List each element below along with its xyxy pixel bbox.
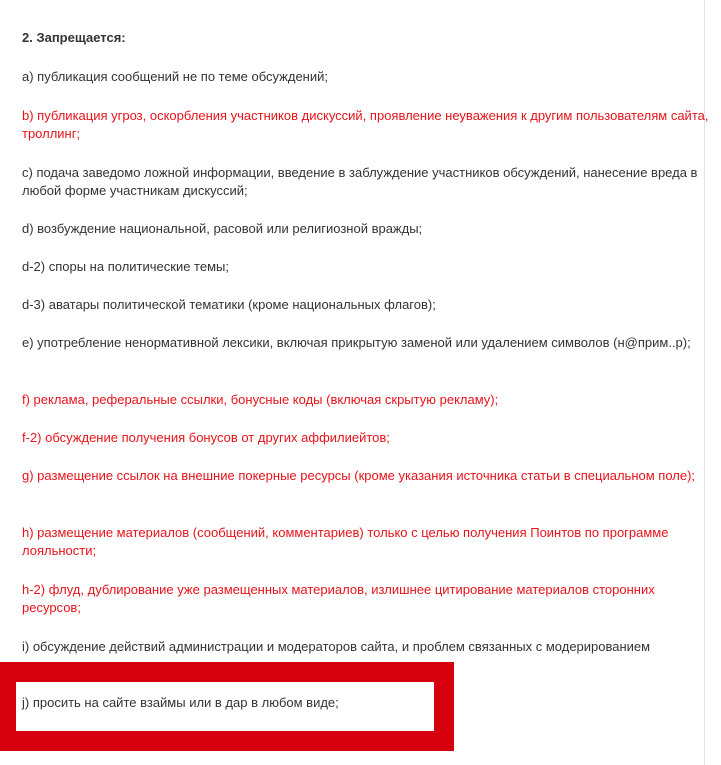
rule-item-b: b) публикация угроз, оскорбления участников дискуссий, проявление неуважения к другим пользователям сайта, троллинг; (22, 108, 709, 141)
rule-item-d: d) возбуждение национальной, расовой или религиозной вражды; (22, 221, 423, 236)
rule-item-f: f) реклама, реферальные ссылки, бонусные коды (включая скрытую рекламу); (22, 392, 499, 407)
rule-item-g: g) размещение ссылок на внешние покерные ресурсы (кроме указания источника статьи в специальном поле); (22, 468, 696, 483)
highlight-frame (0, 662, 454, 751)
rule-item-c: c) подача заведомо ложной информации, введение в заблуждение участников обсуждений, нанесение вреда в любой форме участникам дискуссий; (22, 165, 698, 198)
rule-item-f2: f-2) обсуждение получения бонусов от других аффилиейтов; (22, 430, 390, 445)
rule-item-d3: d-3) аватары политической тематики (кроме национальных флагов); (22, 297, 436, 312)
section-heading: 2. Запрещается: (22, 30, 126, 45)
rule-item-d2: d-2) споры на политические темы; (22, 259, 229, 274)
rule-item-a: a) публикация сообщений не по теме обсуждений; (22, 69, 328, 84)
rule-item-h2: h-2) флуд, дублирование уже размещенных материалов, излишнее цитирование материалов сторонних ресурсов; (22, 582, 655, 615)
rule-item-i: i) обсуждение действий администрации и модераторов сайта, и проблем связанных с модерированием (22, 639, 651, 654)
rule-item-j: j) просить на сайте взаймы или в дар в любом виде; (22, 695, 339, 710)
highlight-box (16, 682, 434, 731)
rule-item-h: h) размещение материалов (сообщений, комментариев) только с целью получения Поинтов по программе лояльности; (22, 525, 669, 558)
rule-item-e: e) употребление ненормативной лексики, включая прикрытую заменой или удалением символов (н@прим..р); (22, 335, 691, 350)
